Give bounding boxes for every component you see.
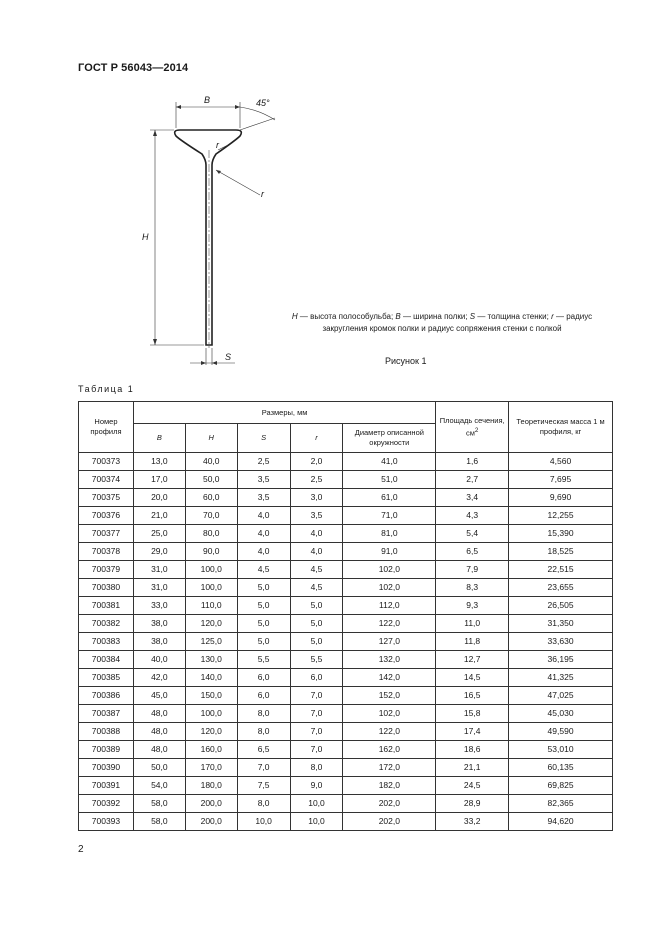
table-cell: 5,5 bbox=[237, 651, 290, 669]
table-cell: 61,0 bbox=[343, 489, 436, 507]
table-cell: 110,0 bbox=[185, 597, 237, 615]
table-cell: 81,0 bbox=[343, 525, 436, 543]
table-cell: 4,0 bbox=[290, 543, 343, 561]
table-cell: 50,0 bbox=[185, 471, 237, 489]
table-cell: 700375 bbox=[79, 489, 134, 507]
table-cell: 60,135 bbox=[509, 759, 613, 777]
header-H: H bbox=[185, 424, 237, 453]
table-cell: 3,5 bbox=[237, 489, 290, 507]
table-cell: 125,0 bbox=[185, 633, 237, 651]
table-cell: 9,690 bbox=[509, 489, 613, 507]
profile-dimensions-table bbox=[78, 401, 613, 831]
table-cell: 91,0 bbox=[343, 543, 436, 561]
table-cell: 700388 bbox=[79, 723, 134, 741]
table-cell: 40,0 bbox=[133, 651, 185, 669]
table-cell: 9,0 bbox=[290, 777, 343, 795]
table-cell: 36,195 bbox=[509, 651, 613, 669]
table-cell: 41,325 bbox=[509, 669, 613, 687]
bulb-flat-profile-figure bbox=[120, 90, 600, 380]
table-cell: 2,7 bbox=[436, 471, 509, 489]
figure-caption: H — высота полособульба; B — ширина полки; S — толщина стенки; r — радиус закругления кромок полки и радиус сопряжения стенки с полкой bbox=[291, 312, 593, 333]
table-cell: 132,0 bbox=[343, 651, 436, 669]
table-cell: 54,0 bbox=[133, 777, 185, 795]
label-S: S bbox=[225, 352, 232, 362]
table-cell: 170,0 bbox=[185, 759, 237, 777]
table-cell: 60,0 bbox=[185, 489, 237, 507]
page-header-standard: ГОСТ Р 56043—2014 bbox=[78, 62, 189, 74]
table-cell: 200,0 bbox=[185, 795, 237, 813]
table-cell: 112,0 bbox=[343, 597, 436, 615]
table-cell: 5,0 bbox=[290, 633, 343, 651]
table-cell: 122,0 bbox=[343, 723, 436, 741]
table-cell: 152,0 bbox=[343, 687, 436, 705]
table-cell: 700386 bbox=[79, 687, 134, 705]
table-row bbox=[79, 795, 613, 813]
table-cell: 10,0 bbox=[290, 795, 343, 813]
table-cell: 120,0 bbox=[185, 615, 237, 633]
table-row bbox=[79, 651, 613, 669]
table-cell: 8,0 bbox=[237, 705, 290, 723]
table-cell: 700382 bbox=[79, 615, 134, 633]
table-cell: 2,5 bbox=[237, 453, 290, 471]
table-cell: 700380 bbox=[79, 579, 134, 597]
table-cell: 162,0 bbox=[343, 741, 436, 759]
table-cell: 700374 bbox=[79, 471, 134, 489]
table-cell: 3,0 bbox=[290, 489, 343, 507]
table-cell: 28,9 bbox=[436, 795, 509, 813]
table-cell: 29,0 bbox=[133, 543, 185, 561]
table-row bbox=[79, 741, 613, 759]
table-cell: 700393 bbox=[79, 813, 134, 831]
table-cell: 127,0 bbox=[343, 633, 436, 651]
table-cell: 8,0 bbox=[237, 723, 290, 741]
table-cell: 51,0 bbox=[343, 471, 436, 489]
table-cell: 180,0 bbox=[185, 777, 237, 795]
header-diameter: Диаметр описанной окружности bbox=[343, 424, 436, 453]
table-cell: 4,5 bbox=[237, 561, 290, 579]
table-cell: 47,025 bbox=[509, 687, 613, 705]
table-cell: 130,0 bbox=[185, 651, 237, 669]
label-B: B bbox=[204, 95, 211, 105]
table-row bbox=[79, 615, 613, 633]
table-cell: 7,0 bbox=[290, 687, 343, 705]
table-cell: 42,0 bbox=[133, 669, 185, 687]
table-cell: 20,0 bbox=[133, 489, 185, 507]
table-cell: 4,560 bbox=[509, 453, 613, 471]
table-cell: 41,0 bbox=[343, 453, 436, 471]
table-cell: 31,350 bbox=[509, 615, 613, 633]
table-cell: 700389 bbox=[79, 741, 134, 759]
table-cell: 100,0 bbox=[185, 579, 237, 597]
table-cell: 700381 bbox=[79, 597, 134, 615]
label-H: H bbox=[142, 232, 149, 242]
table-cell: 70,0 bbox=[185, 507, 237, 525]
table-cell: 700392 bbox=[79, 795, 134, 813]
table-cell: 202,0 bbox=[343, 813, 436, 831]
table-cell: 31,0 bbox=[133, 561, 185, 579]
table-cell: 3,4 bbox=[436, 489, 509, 507]
header-r: r bbox=[290, 424, 343, 453]
table-cell: 700384 bbox=[79, 651, 134, 669]
table-cell: 7,0 bbox=[290, 741, 343, 759]
figure-title: Рисунок 1 bbox=[385, 356, 427, 366]
table-row bbox=[79, 489, 613, 507]
table-row bbox=[79, 561, 613, 579]
profile-drawing bbox=[120, 90, 600, 380]
table-cell: 100,0 bbox=[185, 561, 237, 579]
table-cell: 700379 bbox=[79, 561, 134, 579]
table-cell: 33,630 bbox=[509, 633, 613, 651]
table-cell: 6,0 bbox=[237, 687, 290, 705]
table-cell: 2,0 bbox=[290, 453, 343, 471]
table-cell: 2,5 bbox=[290, 471, 343, 489]
table-body bbox=[79, 453, 613, 831]
table-cell: 17,0 bbox=[133, 471, 185, 489]
table-cell: 700385 bbox=[79, 669, 134, 687]
table-cell: 4,0 bbox=[237, 543, 290, 561]
table-row bbox=[79, 597, 613, 615]
table-cell: 4,0 bbox=[290, 525, 343, 543]
table-cell: 8,0 bbox=[290, 759, 343, 777]
table-cell: 700373 bbox=[79, 453, 134, 471]
table-cell: 45,0 bbox=[133, 687, 185, 705]
table-cell: 18,6 bbox=[436, 741, 509, 759]
header-profile: Номер профиля bbox=[79, 402, 134, 453]
table-cell: 26,505 bbox=[509, 597, 613, 615]
table-cell: 4,0 bbox=[237, 525, 290, 543]
table-cell: 5,0 bbox=[290, 615, 343, 633]
table-cell: 11,8 bbox=[436, 633, 509, 651]
table-row bbox=[79, 759, 613, 777]
label-angle: 45° bbox=[256, 98, 270, 108]
table-cell: 700378 bbox=[79, 543, 134, 561]
table-cell: 5,5 bbox=[290, 651, 343, 669]
table-cell: 82,365 bbox=[509, 795, 613, 813]
table-cell: 49,590 bbox=[509, 723, 613, 741]
table-cell: 10,0 bbox=[237, 813, 290, 831]
table-cell: 71,0 bbox=[343, 507, 436, 525]
table-cell: 58,0 bbox=[133, 795, 185, 813]
table-row bbox=[79, 633, 613, 651]
table-row bbox=[79, 687, 613, 705]
table-cell: 172,0 bbox=[343, 759, 436, 777]
table-cell: 23,655 bbox=[509, 579, 613, 597]
table-title: Таблица 1 bbox=[78, 384, 135, 394]
table-cell: 5,0 bbox=[237, 597, 290, 615]
table-cell: 8,3 bbox=[436, 579, 509, 597]
table-cell: 22,515 bbox=[509, 561, 613, 579]
table-cell: 5,0 bbox=[237, 633, 290, 651]
table-cell: 13,0 bbox=[133, 453, 185, 471]
table-cell: 700383 bbox=[79, 633, 134, 651]
table-cell: 48,0 bbox=[133, 723, 185, 741]
table-cell: 58,0 bbox=[133, 813, 185, 831]
table-cell: 140,0 bbox=[185, 669, 237, 687]
table-cell: 15,390 bbox=[509, 525, 613, 543]
table-cell: 38,0 bbox=[133, 633, 185, 651]
table-cell: 7,0 bbox=[290, 705, 343, 723]
table-cell: 15,8 bbox=[436, 705, 509, 723]
label-r-top: r bbox=[216, 140, 219, 150]
label-r-side: r bbox=[261, 189, 264, 199]
table-cell: 40,0 bbox=[185, 453, 237, 471]
table-cell: 200,0 bbox=[185, 813, 237, 831]
table-cell: 3,5 bbox=[290, 507, 343, 525]
table-cell: 8,0 bbox=[237, 795, 290, 813]
table-cell: 3,5 bbox=[237, 471, 290, 489]
table-cell: 7,0 bbox=[237, 759, 290, 777]
header-S: S bbox=[237, 424, 290, 453]
table-cell: 45,030 bbox=[509, 705, 613, 723]
table-cell: 12,7 bbox=[436, 651, 509, 669]
table-row bbox=[79, 453, 613, 471]
table-cell: 4,0 bbox=[237, 507, 290, 525]
table-cell: 48,0 bbox=[133, 705, 185, 723]
table-cell: 31,0 bbox=[133, 579, 185, 597]
table-cell: 33,0 bbox=[133, 597, 185, 615]
table-row bbox=[79, 723, 613, 741]
table-cell: 6,0 bbox=[290, 669, 343, 687]
header-area: Площадь сечения, $см^2$ bbox=[436, 402, 509, 453]
table-row bbox=[79, 777, 613, 795]
table-cell: 102,0 bbox=[343, 705, 436, 723]
table-row bbox=[79, 471, 613, 489]
table-cell: 122,0 bbox=[343, 615, 436, 633]
table-cell: 9,3 bbox=[436, 597, 509, 615]
header-dimensions: Размеры, мм bbox=[133, 402, 435, 424]
table-cell: 700390 bbox=[79, 759, 134, 777]
header-mass: Теоретическая масса 1 м профиля, кг bbox=[509, 402, 613, 453]
table-cell: 16,5 bbox=[436, 687, 509, 705]
table-cell: 6,0 bbox=[237, 669, 290, 687]
table-cell: 7,9 bbox=[436, 561, 509, 579]
table-row bbox=[79, 507, 613, 525]
table-row bbox=[79, 705, 613, 723]
table-cell: 5,4 bbox=[436, 525, 509, 543]
table-cell: 12,255 bbox=[509, 507, 613, 525]
table-cell: 21,0 bbox=[133, 507, 185, 525]
table-cell: 21,1 bbox=[436, 759, 509, 777]
table-cell: 102,0 bbox=[343, 561, 436, 579]
table-cell: 4,5 bbox=[290, 561, 343, 579]
table-row bbox=[79, 579, 613, 597]
profile-outline bbox=[175, 130, 242, 345]
table-cell: 80,0 bbox=[185, 525, 237, 543]
table-cell: 50,0 bbox=[133, 759, 185, 777]
table-cell: 11,0 bbox=[436, 615, 509, 633]
table-cell: 120,0 bbox=[185, 723, 237, 741]
table-cell: 5,0 bbox=[237, 579, 290, 597]
table-cell: 38,0 bbox=[133, 615, 185, 633]
table-cell: 700387 bbox=[79, 705, 134, 723]
page-number: 2 bbox=[78, 844, 84, 855]
table-cell: 69,825 bbox=[509, 777, 613, 795]
table-cell: 10,0 bbox=[290, 813, 343, 831]
table-row bbox=[79, 813, 613, 831]
table-cell: 5,0 bbox=[237, 615, 290, 633]
table-cell: 18,525 bbox=[509, 543, 613, 561]
table-cell: 700376 bbox=[79, 507, 134, 525]
table-cell: 94,620 bbox=[509, 813, 613, 831]
table-cell: 7,0 bbox=[290, 723, 343, 741]
table-row bbox=[79, 669, 613, 687]
table-cell: 7,5 bbox=[237, 777, 290, 795]
table-cell: 102,0 bbox=[343, 579, 436, 597]
header-B: B bbox=[133, 424, 185, 453]
table-cell: 25,0 bbox=[133, 525, 185, 543]
table-cell: 24,5 bbox=[436, 777, 509, 795]
table-cell: 700377 bbox=[79, 525, 134, 543]
table-cell: 4,5 bbox=[290, 579, 343, 597]
table-cell: 202,0 bbox=[343, 795, 436, 813]
table-cell: 7,695 bbox=[509, 471, 613, 489]
table-cell: 5,0 bbox=[290, 597, 343, 615]
table-cell: 90,0 bbox=[185, 543, 237, 561]
table-cell: 1,6 bbox=[436, 453, 509, 471]
table-cell: 4,3 bbox=[436, 507, 509, 525]
table-cell: 48,0 bbox=[133, 741, 185, 759]
table-cell: 6,5 bbox=[436, 543, 509, 561]
table-cell: 33,2 bbox=[436, 813, 509, 831]
table-cell: 14,5 bbox=[436, 669, 509, 687]
table-cell: 17,4 bbox=[436, 723, 509, 741]
table-cell: 142,0 bbox=[343, 669, 436, 687]
table-cell: 6,5 bbox=[237, 741, 290, 759]
table-cell: 700391 bbox=[79, 777, 134, 795]
table-row bbox=[79, 543, 613, 561]
table-row bbox=[79, 525, 613, 543]
table-cell: 182,0 bbox=[343, 777, 436, 795]
table-cell: 100,0 bbox=[185, 705, 237, 723]
table-cell: 150,0 bbox=[185, 687, 237, 705]
table-cell: 53,010 bbox=[509, 741, 613, 759]
table-cell: 160,0 bbox=[185, 741, 237, 759]
